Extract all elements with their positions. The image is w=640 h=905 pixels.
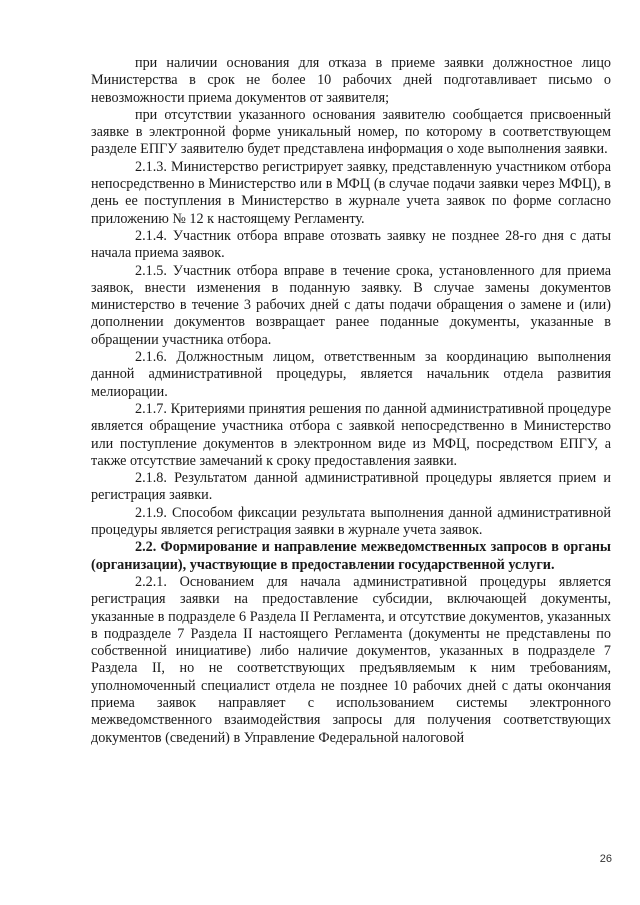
paragraph: 2.1.3. Министерство регистрирует заявку, представленную участником отбора непосредственно в Министерство или в МФЦ (в случае подачи заявки через МФЦ), в день ее поступления в Министерство в журнале учета заявок по форме согласно приложению № 12 к настоящему Регламенту. [91,158,611,227]
document-body [91,55,611,747]
paragraph: 2.1.4. Участник отбора вправе отозвать заявку не позднее 28-го дня с даты начала приема заявок. [91,227,611,262]
paragraph: 2.1.6. Должностным лицом, ответственным за координацию выполнения данной административной процедуры, является начальник отдела развития мелиорации. [91,349,611,400]
paragraph: 2.2.1. Основанием для начала административной процедуры является регистрация заявки на предоставление субсидии, включающей документы, указанные в подразделе 6 Раздела II Регламента, и отсутствие документов, указанных в подразделе 7 Раздела II настоящего Регламента (документы не представлены по собственной инициативе) либо наличие документов, указанных в подразделе 7 Раздела II, но не соответствующих предъявляемым к ним требованиям, уполномоченный специалист отдела не позднее 10 рабочих дней с даты окончания приема заявок направляет с использованием системы электронного межведомственного взаимодействия запросы для получения соответствующих документов (сведений) в Управление Федеральной налоговой [91,573,611,746]
paragraph: 2.1.8. Результатом данной административной процедуры является прием и регистрация заявки. [91,470,611,504]
paragraph: 2.1.7. Критериями принятия решения по данной административной процедуре является обращение участника отбора с заявкой непосредственно в Министерство или поступление документов в электронном виде из МФЦ, посредством ЕПГУ, а также отсутствие замечаний к сроку предоставления заявки. [91,400,611,469]
section-heading: 2.2. Формирование и направление межведомственных запросов в органы (организации), участвующие в предоставлении государственной услуги. [91,539,611,573]
page-number: 26 [599,853,612,865]
paragraph: 2.1.9. Способом фиксации результата выполнения данной административной процедуры является регистрация заявки в журнале учета заявок. [91,504,611,539]
paragraph: при отсутствии указанного основания заявителю сообщается присвоенный заявке в электронной форме уникальный номер, по которому в соответствующем разделе ЕПГУ заявителю будет представлена информация о ходе выполнения заявки. [91,106,611,158]
paragraph: при наличии основания для отказа в приеме заявки должностное лицо Министерства в срок не более 10 рабочих дней подготавливает письмо о невозможности приема документов от заявителя; [91,55,611,106]
paragraph: 2.1.5. Участник отбора вправе в течение срока, установленного для приема заявок, внести изменения в поданную заявку. В случае замены документов министерство в течение 3 рабочих дней с даты подачи обращения о замене и (или) дополнении документов возвращает ранее поданные документы, указанные в обращении участника отбора. [91,262,611,348]
